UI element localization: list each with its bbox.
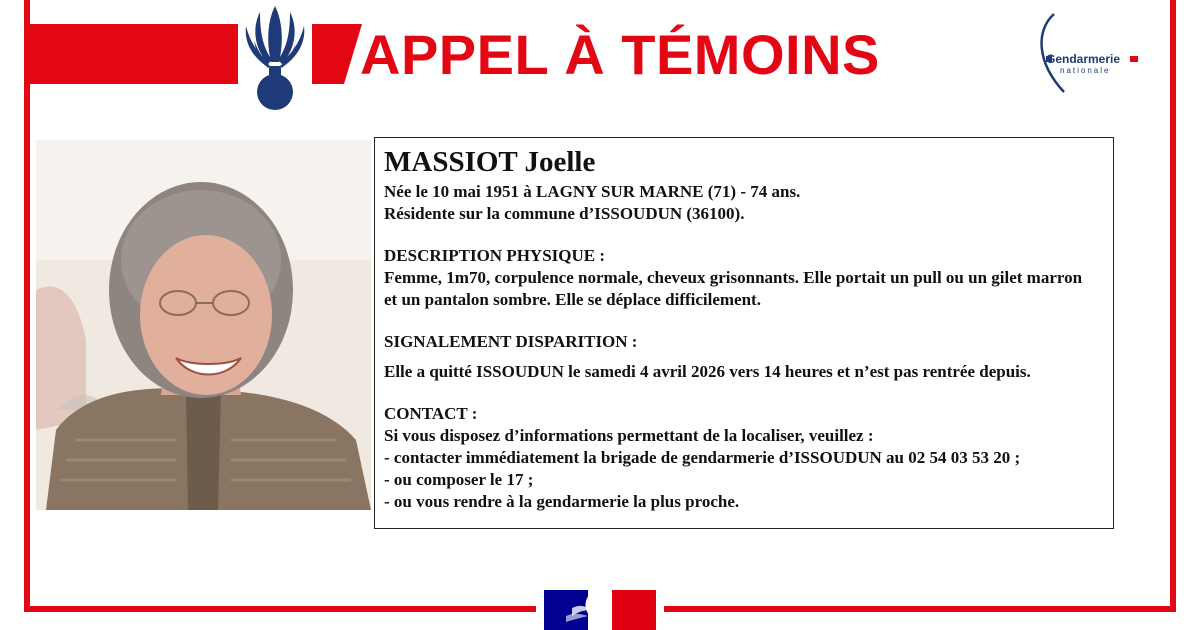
contact-heading: CONTACT : (384, 404, 478, 423)
frame-right-border (1170, 0, 1176, 612)
frame-left-border (24, 0, 30, 612)
grenade-emblem-icon (238, 0, 312, 114)
spacer (384, 353, 1103, 361)
contact-line: - contacter immédiatement la brigade de gendarmerie d’ISSOUDUN au 02 54 03 53 20 ; (384, 448, 1021, 467)
missing-person-photo (36, 140, 371, 510)
contact-line: - ou composer le 17 ; (384, 470, 534, 489)
spacer (384, 383, 1103, 403)
contact-line: - ou vous rendre à la gendarmerie la plus proche. (384, 492, 740, 511)
contact-line: Si vous disposez d’informations permettant de la localiser, veuillez : (384, 426, 874, 445)
page-title: APPEL À TÉMOINS (360, 23, 880, 86)
signalement-heading: SIGNALEMENT DISPARITION : (384, 332, 638, 351)
marianne-logo-icon (544, 590, 656, 630)
gendarmerie-logo-subtext: nationale (1060, 66, 1111, 75)
spacer (384, 225, 1103, 245)
description-heading: DESCRIPTION PHYSIQUE : (384, 246, 606, 265)
person-name: MASSIOT Joelle (384, 146, 596, 178)
residence-info: Résidente sur la commune d’ISSOUDUN (36100). (384, 204, 745, 223)
frame-bottom-border-left (24, 606, 536, 612)
signalement-text: Elle a quitté ISSOUDUN le samedi 4 avril 2026 vers 14 heures et n’est pas rentrée depuis. (384, 362, 1031, 381)
description-line: et un pantalon sombre. Elle se déplace difficilement. (384, 290, 761, 309)
gendarmerie-logo-text: Gendarmerie (1046, 52, 1121, 66)
description-line: Femme, 1m70, corpulence normale, cheveux grisonnants. Elle portait un pull ou un gilet marron (384, 268, 1083, 287)
info-panel (374, 137, 1114, 529)
birth-info: Née le 10 mai 1951 à LAGNY SUR MARNE (71) - 74 ans. (384, 182, 801, 201)
frame-bottom-border-right (664, 606, 1176, 612)
spacer (384, 311, 1103, 331)
